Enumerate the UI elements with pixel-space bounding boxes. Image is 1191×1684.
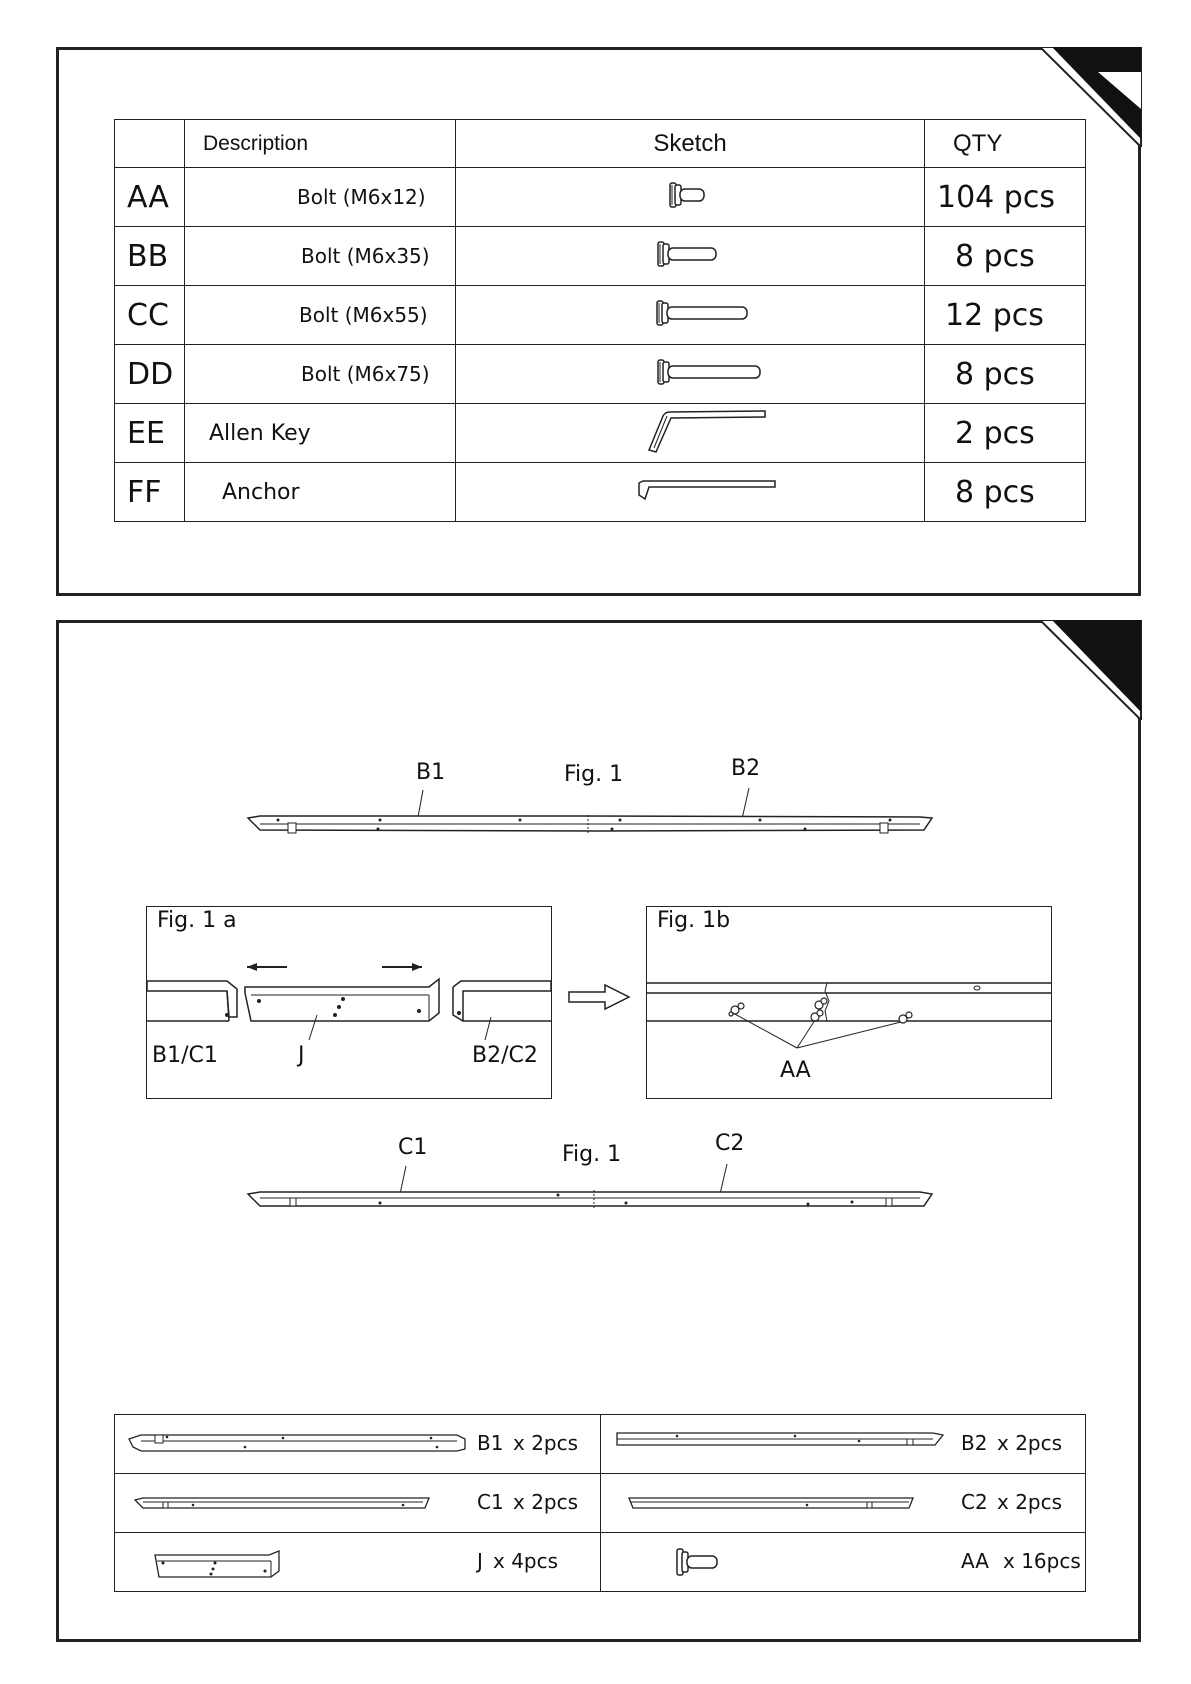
part-qty: x 16pcs — [1003, 1549, 1081, 1573]
header-description: Description — [185, 120, 456, 168]
fig1-bottom-left-label: C1 — [398, 1135, 428, 1160]
bolted-joint-drawing — [647, 975, 1051, 1055]
table-row — [115, 168, 1086, 227]
bolt-icon — [648, 234, 728, 274]
header-sketch: Sketch — [456, 120, 925, 168]
rail-assembly-b-drawing — [240, 785, 940, 835]
row-description: Bolt (M6x55) — [185, 286, 456, 345]
part-qty: x 4pcs — [493, 1549, 559, 1573]
fig1-top-right-label: B2 — [731, 756, 761, 781]
row-description: Bolt (M6x35) — [185, 227, 456, 286]
fig1a-title: Fig. 1 a — [157, 908, 237, 933]
anchor-icon — [633, 473, 783, 507]
table-header-row — [115, 120, 1086, 168]
allen-key-icon — [643, 408, 773, 454]
rail-c1-icon — [133, 1492, 433, 1512]
row-code: BB — [115, 227, 185, 286]
list-item — [115, 1474, 601, 1533]
fig1b-title: Fig. 1b — [657, 908, 731, 933]
row-description: Bolt (M6x75) — [185, 345, 456, 404]
row-description: Anchor — [185, 463, 456, 522]
part-code: AA — [961, 1549, 989, 1573]
row-qty: 8 pcs — [925, 345, 1086, 404]
row-qty: 104 pcs — [925, 168, 1086, 227]
row-code: DD — [115, 345, 185, 404]
row-code: CC — [115, 286, 185, 345]
page-corner-icon — [1040, 620, 1142, 720]
arrow-right-icon — [382, 963, 422, 971]
row-code: FF — [115, 463, 185, 522]
part-code: C1 — [477, 1490, 504, 1514]
fig1a-middle-label: J — [298, 1043, 305, 1068]
row-code: AA — [115, 168, 185, 227]
parts-list-table — [114, 1414, 1086, 1592]
fig1-bottom-right-label: C2 — [715, 1131, 745, 1156]
list-item — [115, 1415, 601, 1474]
part-qty: x 2pcs — [513, 1431, 579, 1455]
table-row — [115, 404, 1086, 463]
list-item — [601, 1474, 1086, 1533]
row-qty: 12 pcs — [925, 286, 1086, 345]
row-description: Bolt (M6x12) — [185, 168, 456, 227]
part-code: C2 — [961, 1490, 988, 1514]
list-item — [115, 1533, 601, 1592]
table-row — [115, 286, 1086, 345]
list-item — [601, 1533, 1086, 1592]
part-qty: x 2pcs — [997, 1490, 1063, 1514]
rail-c2-icon — [627, 1492, 917, 1512]
connector-j-icon — [153, 1549, 283, 1579]
short-bolt-icon — [675, 1543, 725, 1581]
part-qty: x 2pcs — [997, 1431, 1063, 1455]
arrow-left-icon — [247, 963, 287, 971]
rail-b1-icon — [127, 1431, 467, 1453]
row-qty: 8 pcs — [925, 463, 1086, 522]
rail-assembly-c-drawing — [240, 1160, 940, 1210]
part-code: B2 — [961, 1431, 988, 1455]
connector-assembly-drawing — [147, 955, 551, 1055]
part-code: B1 — [477, 1431, 504, 1455]
table-row — [115, 227, 1086, 286]
part-code: J — [477, 1549, 483, 1573]
row-description: Allen Key — [185, 404, 456, 463]
rail-b2-icon — [615, 1429, 945, 1451]
fig1b-label: AA — [780, 1058, 811, 1083]
fig1-top-left-label: B1 — [416, 760, 446, 785]
row-qty: 8 pcs — [925, 227, 1086, 286]
table-row — [115, 463, 1086, 522]
list-item — [601, 1415, 1086, 1474]
fig1-top-title: Fig. 1 — [564, 762, 624, 787]
next-step-arrow-icon — [567, 983, 631, 1011]
fig1a-right-label: B2/C2 — [472, 1043, 538, 1068]
part-qty: x 2pcs — [513, 1490, 579, 1514]
short-bolt-icon — [660, 175, 720, 215]
table-row — [115, 345, 1086, 404]
fig1a-left-label: B1/C1 — [152, 1043, 218, 1068]
header-qty: QTY — [925, 120, 1086, 168]
row-code: EE — [115, 404, 185, 463]
long-bolt-icon — [647, 293, 757, 333]
longest-bolt-icon — [648, 352, 768, 392]
hardware-table — [114, 119, 1086, 522]
fig1-bottom-title: Fig. 1 — [562, 1142, 622, 1167]
row-qty: 2 pcs — [925, 404, 1086, 463]
